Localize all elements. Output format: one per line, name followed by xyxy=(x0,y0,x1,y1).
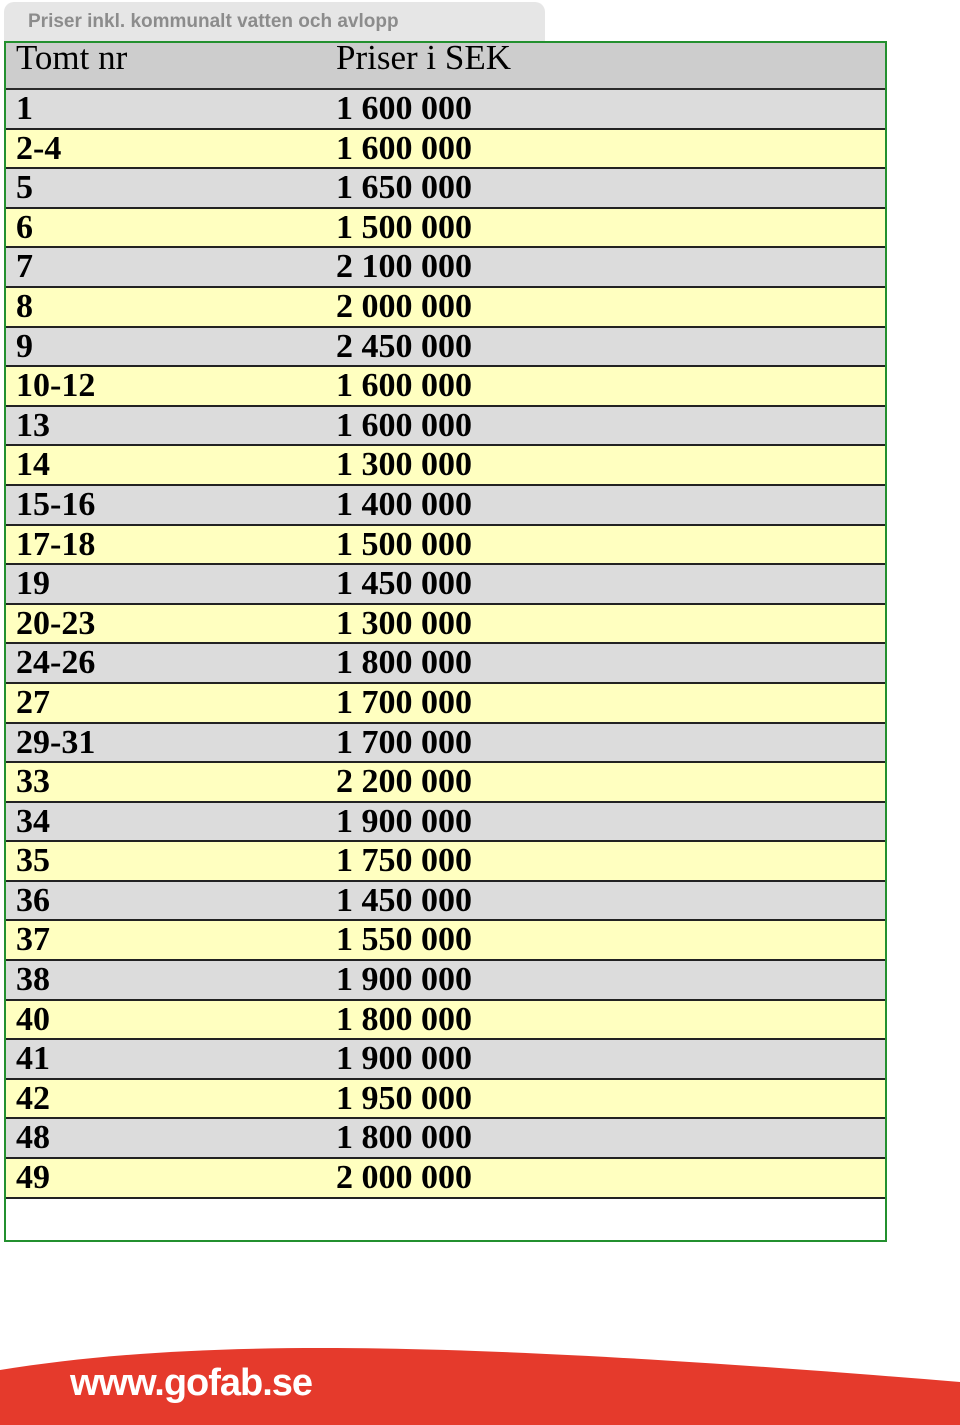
table-row xyxy=(6,446,885,486)
table-row xyxy=(6,1119,885,1159)
price-cell: 1 450 000 xyxy=(336,881,472,919)
table-row xyxy=(6,209,885,249)
plot-number-cell: 19 xyxy=(16,565,50,603)
price-cell: 2 000 000 xyxy=(336,287,472,325)
price-cell: 1 600 000 xyxy=(336,406,472,444)
price-cell: 1 800 000 xyxy=(336,1119,472,1157)
plot-number-cell: 7 xyxy=(16,248,33,286)
table-row xyxy=(6,605,885,645)
table-row xyxy=(6,1001,885,1041)
price-cell: 1 900 000 xyxy=(336,1040,472,1078)
table-row xyxy=(6,763,885,803)
table-row xyxy=(6,842,885,882)
price-cell: 2 200 000 xyxy=(336,763,472,801)
table-row xyxy=(6,486,885,526)
plot-number-cell: 20-23 xyxy=(16,604,96,642)
header-plot-number: Tomt nr xyxy=(16,41,128,77)
table-row xyxy=(6,407,885,447)
price-cell: 1 600 000 xyxy=(336,129,472,167)
price-cell: 2 000 000 xyxy=(336,1159,472,1197)
price-cell: 1 900 000 xyxy=(336,802,472,840)
price-cell: 1 400 000 xyxy=(336,485,472,523)
table-row xyxy=(6,288,885,328)
footer-banner xyxy=(0,1340,960,1425)
header-price: Priser i SEK xyxy=(336,41,511,77)
plot-number-cell: 13 xyxy=(16,406,50,444)
price-table xyxy=(4,41,887,1242)
price-cell: 2 100 000 xyxy=(336,248,472,286)
table-row xyxy=(6,526,885,566)
plot-number-cell: 6 xyxy=(16,208,33,246)
plot-number-cell: 37 xyxy=(16,921,50,959)
price-cell: 1 700 000 xyxy=(336,723,472,761)
price-cell: 1 750 000 xyxy=(336,842,472,880)
table-row xyxy=(6,644,885,684)
table-row xyxy=(6,684,885,724)
plot-number-cell: 33 xyxy=(16,763,50,801)
price-cell: 1 700 000 xyxy=(336,683,472,721)
plot-number-cell: 38 xyxy=(16,961,50,999)
table-row xyxy=(6,248,885,288)
table-row xyxy=(6,90,885,130)
logo-text: www.gofab.se xyxy=(70,1362,313,1404)
plot-number-cell: 14 xyxy=(16,446,50,484)
price-cell: 1 500 000 xyxy=(336,525,472,563)
price-cell: 1 950 000 xyxy=(336,1079,472,1117)
plot-number-cell: 29-31 xyxy=(16,723,96,761)
plot-number-cell: 41 xyxy=(16,1040,50,1078)
table-row xyxy=(6,1080,885,1120)
plot-number-cell: 9 xyxy=(16,327,33,365)
table-row xyxy=(6,1159,885,1199)
price-cell: 1 550 000 xyxy=(336,921,472,959)
price-cell: 1 600 000 xyxy=(336,90,472,127)
table-row xyxy=(6,169,885,209)
table-row xyxy=(6,724,885,764)
title-tab-label: Priser inkl. kommunalt vatten och avlopp xyxy=(28,11,399,32)
plot-number-cell: 15-16 xyxy=(16,485,96,523)
table-row xyxy=(6,1040,885,1080)
price-cell: 2 450 000 xyxy=(336,327,472,365)
table-row xyxy=(6,882,885,922)
table-row xyxy=(6,803,885,843)
plot-number-cell: 35 xyxy=(16,842,50,880)
plot-number-cell: 48 xyxy=(16,1119,50,1157)
price-cell: 1 900 000 xyxy=(336,961,472,999)
plot-number-cell: 5 xyxy=(16,169,33,207)
title-tab xyxy=(4,2,545,42)
plot-number-cell: 42 xyxy=(16,1079,50,1117)
price-cell: 1 300 000 xyxy=(336,446,472,484)
table-row xyxy=(6,565,885,605)
table-row xyxy=(6,367,885,407)
table-header-row xyxy=(6,43,885,90)
plot-number-cell: 8 xyxy=(16,287,33,325)
price-cell: 1 450 000 xyxy=(336,565,472,603)
plot-number-cell: 24-26 xyxy=(16,644,96,682)
plot-number-cell: 49 xyxy=(16,1159,50,1197)
price-cell: 1 800 000 xyxy=(336,644,472,682)
table-body xyxy=(6,90,885,1199)
table-row xyxy=(6,921,885,961)
table-row xyxy=(6,961,885,1001)
price-cell: 1 650 000 xyxy=(336,169,472,207)
plot-number-cell: 10-12 xyxy=(16,367,96,405)
price-cell: 1 500 000 xyxy=(336,208,472,246)
price-cell: 1 800 000 xyxy=(336,1000,472,1038)
plot-number-cell: 1 xyxy=(16,90,33,127)
plot-number-cell: 2-4 xyxy=(16,129,62,167)
table-row xyxy=(6,130,885,170)
plot-number-cell: 36 xyxy=(16,881,50,919)
plot-number-cell: 34 xyxy=(16,802,50,840)
price-cell: 1 600 000 xyxy=(336,367,472,405)
plot-number-cell: 27 xyxy=(16,683,50,721)
plot-number-cell: 17-18 xyxy=(16,525,96,563)
plot-number-cell: 40 xyxy=(16,1000,50,1038)
price-cell: 1 300 000 xyxy=(336,604,472,642)
table-row xyxy=(6,328,885,368)
